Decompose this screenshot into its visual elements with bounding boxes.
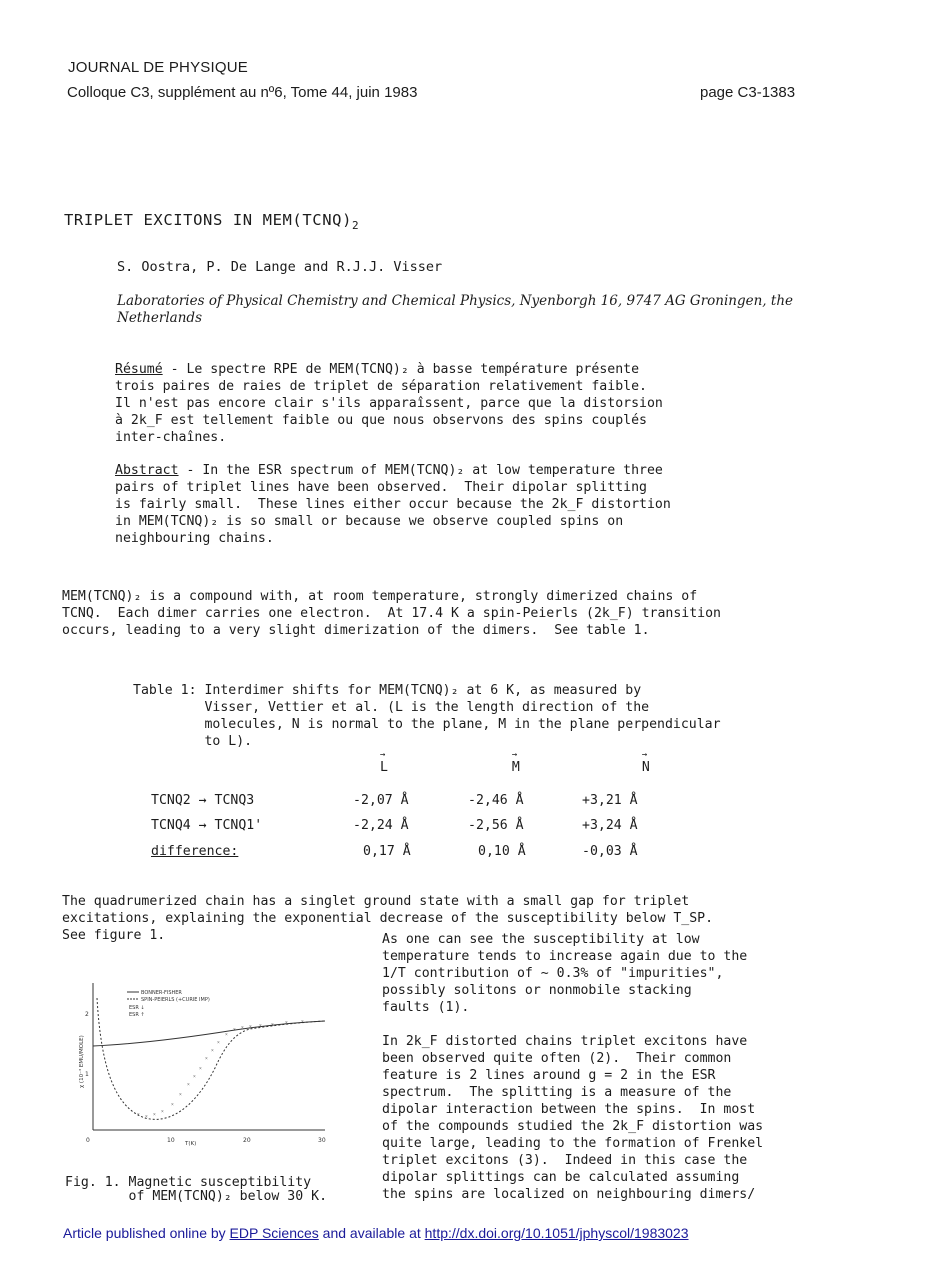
- edp-sciences-link[interactable]: EDP Sciences: [229, 1225, 319, 1241]
- legend-label: BONNER-FISHER: [141, 990, 182, 996]
- right-col-line: As one can see the susceptibility at low: [382, 932, 700, 947]
- esr-data-point: ×: [199, 1067, 202, 1072]
- x-tick-label: 10: [167, 1137, 175, 1144]
- footer-middle: and available at: [318, 1225, 425, 1241]
- resume-line: à 2k_F est tellement faible ou que nous observons des spins couplés: [115, 413, 647, 428]
- resume-paragraph: [115, 361, 663, 446]
- right-col-line: temperature tends to increase again due to the: [382, 949, 748, 964]
- legend-label: SPIN-PEIERLS (+CURIE IMP): [141, 997, 210, 1003]
- abstract-line: neighbouring chains.: [115, 531, 274, 546]
- paper-title: TRIPLET EXCITONS IN $MEM(TCNQ)_2$: [64, 211, 360, 233]
- intro-line: occurs, leading to a very slight dimerization of the dimers. See table 1.: [62, 623, 650, 638]
- quad-line: See figure 1.: [62, 928, 166, 943]
- resume-line: inter-chaînes.: [115, 430, 227, 445]
- resume-line: trois paires de raies de triplet de séparation relativement faible.: [115, 379, 647, 394]
- table-header-m: → M: [512, 760, 520, 775]
- table-header-l: → L: [380, 760, 388, 775]
- esr-data-point: ×: [233, 1028, 236, 1033]
- susceptibility-figure: [75, 978, 335, 1148]
- affiliation: Laboratories of Physical Chemistry and Chemical Physics, Nyenborgh 16, 9747 AG Groningen, the Netherlands: [117, 293, 794, 326]
- publication-footer: [63, 1225, 689, 1241]
- table-row-label: TCNQ2 → TCNQ3: [151, 793, 255, 808]
- right-col-line: In 2k_F distorted chains triplet excitons have: [382, 1034, 748, 1049]
- table-cell-n: +3,24 Å: [582, 818, 638, 833]
- right-col-line: been observed quite often (2). Their common: [382, 1051, 732, 1066]
- legend-label: ESR ↑: [129, 1012, 145, 1018]
- intro-line: MEM(TCNQ)₂ is a compound with, at room temperature, strongly dimerized chains of: [62, 589, 698, 604]
- table-caption: [133, 682, 721, 750]
- right-col-line: faults (1).: [382, 1000, 470, 1015]
- y-axis-label: χ (10⁻³ EMU/MOLE): [79, 1035, 85, 1088]
- right-col-line: possibly solitons or nonmobile stacking: [382, 983, 692, 998]
- right-col-line: of the compounds studied the 2k_F distortion was: [382, 1119, 764, 1134]
- table-cell-l: -2,07 Å: [353, 793, 409, 808]
- quad-line: The quadrumerized chain has a singlet ground state with a small gap for triplet: [62, 894, 690, 909]
- table-cell-m: -2,56 Å: [468, 818, 524, 833]
- x-axis-label: T(K): [185, 1141, 197, 1147]
- esr-data-point: ×: [271, 1023, 274, 1028]
- page-number: page C3-1383: [700, 84, 796, 101]
- x-tick-label: 20: [243, 1137, 251, 1144]
- intro-line: TCNQ. Each dimer carries one electron. At 17.4 K a spin-Peierls (2k_F) transition: [62, 606, 721, 621]
- abstract-line: pairs of triplet lines have been observed. Their dipolar splitting: [115, 480, 647, 495]
- y-tick-label: 2: [85, 1011, 89, 1018]
- legend-label: ESR ↓: [129, 1005, 145, 1011]
- esr-data-points: [137, 1020, 304, 1120]
- table-cell-m: -2,46 Å: [468, 793, 524, 808]
- resume-label: Résumé: [115, 362, 163, 377]
- right-column-text: [382, 931, 763, 1203]
- esr-data-point: ×: [187, 1083, 190, 1088]
- table-caption-line: Visser, Vettier et al. (L is the length direction of the: [133, 700, 650, 715]
- abstract-line: in MEM(TCNQ)₂ is so small or because we observe coupled spins on: [115, 514, 624, 529]
- right-col-line: quite large, leading to the formation of Frenkel: [382, 1136, 764, 1151]
- esr-data-point: ×: [225, 1033, 228, 1038]
- table-cell-m: 0,10 Å: [478, 844, 526, 859]
- right-col-line: dipolar interaction between the spins. In most: [382, 1102, 756, 1117]
- table-row-label: difference:: [151, 844, 239, 859]
- right-col-line: triplet excitons (3). Indeed in this case the: [382, 1153, 748, 1168]
- esr-data-point: ×: [161, 1110, 164, 1115]
- right-col-line: spectrum. The splitting is a measure of the: [382, 1085, 732, 1100]
- quad-line: excitations, explaining the exponential decrease of the susceptibility below T_SP.: [62, 911, 714, 926]
- figure-caption: [65, 1176, 327, 1204]
- abstract-paragraph: [115, 462, 671, 547]
- table-header-n: → N: [642, 760, 650, 775]
- intro-paragraph: [62, 588, 721, 639]
- esr-data-point: ×: [171, 1103, 174, 1108]
- abstract-line: is fairly small. These lines either occur because the 2k_F distortion: [115, 497, 671, 512]
- right-col-line: 1/T contribution of ~ 0.3% of "impurities",: [382, 966, 724, 981]
- table-header-row: [148, 760, 650, 782]
- table-cell-n: -0,03 Å: [582, 844, 638, 859]
- y-tick-label: 1: [85, 1071, 89, 1078]
- table-cell-l: -2,24 Å: [353, 818, 409, 833]
- right-col-line: feature is 2 lines around g = 2 in the ESR: [382, 1068, 716, 1083]
- abstract-line: - In the ESR spectrum of MEM(TCNQ)₂ at low temperature three: [178, 463, 663, 478]
- interdimer-shift-table: [148, 760, 668, 870]
- right-col-line: dipolar splittings can be calculated assuming: [382, 1170, 740, 1185]
- table-row-label: TCNQ4 → TCNQ1': [151, 818, 263, 833]
- esr-data-point: ×: [285, 1021, 288, 1026]
- table-caption-line: Table 1: Interdimer shifts for MEM(TCNQ)₂ at 6 K, as measured by: [133, 683, 642, 698]
- abstract-label: Abstract: [115, 463, 179, 478]
- fig-caption-line: Fig. 1. Magnetic susceptibility: [65, 1175, 312, 1190]
- esr-data-point: ×: [137, 1113, 140, 1118]
- footer-prefix: Article published online by: [63, 1225, 230, 1241]
- x-tick-label: 0: [86, 1137, 90, 1144]
- journal-name: JOURNAL DE PHYSIQUE: [68, 59, 248, 76]
- authors: S. Oostra, P. De Lange and R.J.J. Visser: [117, 259, 443, 275]
- esr-data-point: ×: [241, 1026, 244, 1031]
- esr-data-point: ×: [249, 1025, 252, 1030]
- resume-line: - Le spectre RPE de MEM(TCNQ)₂ à basse température présente: [162, 362, 640, 377]
- right-col-line: the spins are localized on neighbouring dimers/: [382, 1187, 756, 1202]
- esr-data-point: ×: [153, 1113, 156, 1118]
- esr-data-point: ×: [301, 1020, 304, 1025]
- esr-data-point: ×: [217, 1041, 220, 1046]
- esr-data-point: ×: [211, 1049, 214, 1054]
- esr-data-point: ×: [259, 1024, 262, 1029]
- bonner-fisher-curve: [93, 1021, 325, 1046]
- susceptibility-plot: [75, 978, 335, 1148]
- x-tick-label: 30: [318, 1137, 326, 1144]
- esr-data-point: ×: [193, 1075, 196, 1080]
- table-cell-n: +3,21 Å: [582, 793, 638, 808]
- table-caption-line: to L).: [133, 734, 253, 749]
- table-caption-line: molecules, N is normal to the plane, M in the plane perpendicular: [133, 717, 721, 732]
- esr-data-point: ×: [145, 1115, 148, 1120]
- fig-caption-line: of MEM(TCNQ)₂ below 30 K.: [65, 1189, 328, 1204]
- colloque-info: Colloque C3, supplément au nº6, Tome 44, juin 1983: [67, 84, 418, 101]
- doi-link[interactable]: http://dx.doi.org/10.1051/jphyscol/1983023: [424, 1225, 689, 1241]
- table-cell-l: 0,17 Å: [363, 844, 411, 859]
- resume-line: Il n'est pas encore clair s'ils apparaîssent, parce que la distorsion: [115, 396, 663, 411]
- esr-data-point: ×: [205, 1057, 208, 1062]
- esr-data-point: ×: [179, 1093, 182, 1098]
